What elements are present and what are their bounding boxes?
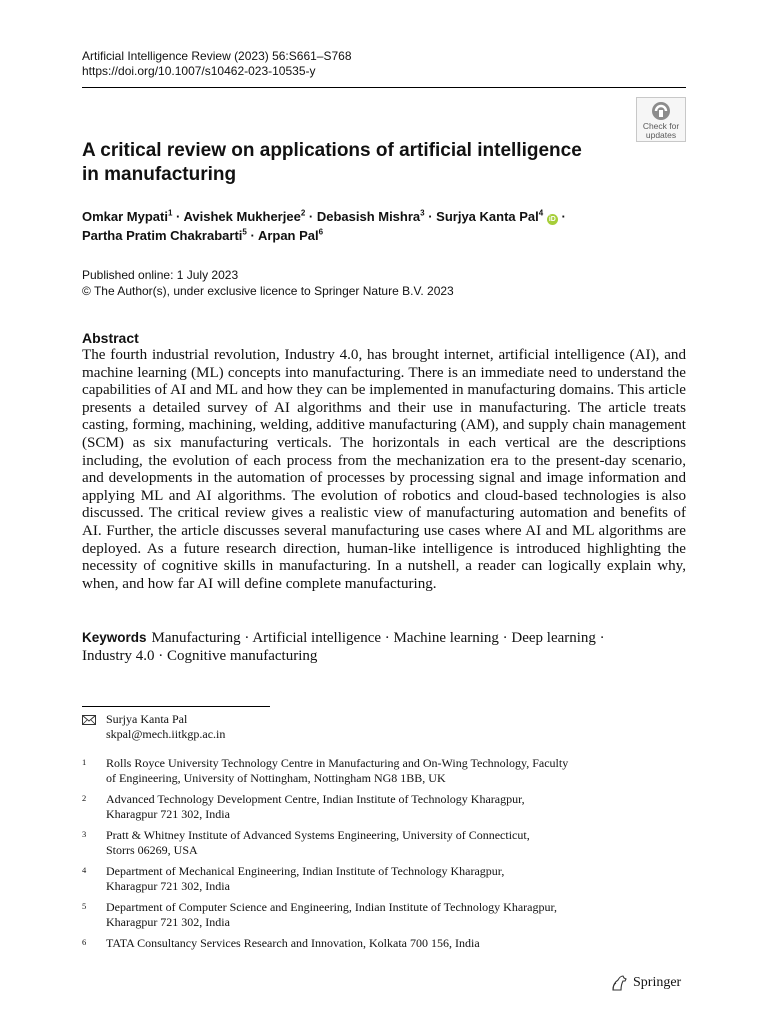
check-updates-line2: updates (645, 130, 677, 140)
journal-citation: Artificial Intelligence Review (2023) 56:S661–S768 (82, 49, 352, 63)
corresponding-author-email[interactable]: skpal@mech.iitkgp.ac.in (106, 727, 226, 741)
springer-horse-icon (610, 975, 628, 991)
author[interactable]: Omkar Mypati$^1$ (82, 208, 173, 224)
author[interactable]: Avishek Mukherjee$^2$ (183, 208, 306, 224)
journal-header (82, 49, 352, 79)
check-for-updates-label (637, 122, 685, 140)
affiliation-line1: Department of Computer Science and Engineering, Indian Institute of Technology Kharagpur, (106, 900, 557, 914)
author[interactable]: Surjya Kanta Pal$^4$ (436, 208, 544, 224)
abstract-text: The fourth industrial revolution, Industry 4.0, has brought internet, artificial intelligence (AI), and machine learning (ML) concepts into manufacturing. There is an immediate need to understand the capabilities of AI and ML and how they can be implemented in manufacturing domains. This article presents a detailed survey of AI algorithms and their use in manufacturing. The article treats casting, forming, machining, welding, additive manufacturing (AM), and supply chain management (SCM) as six manufacturing verticals. The horizontals in each vertical are the descriptions including, the evolution of each process from the mechanization era to the present-day scenario, and developments in the automation of processes by processing signal and image information and applying ML and AI algorithms. The evolution of robotics and cloud-based technologies is also discussed. The critical review gives a realistic view of manufacturing automation and benefits of AI. Further, the article discusses several manufacturing use cases where AI and ML algorithms are deployed. As a future research direction, human-like intelligence is introduced highlighting the necessity of cognitive skills in manufacturing. In a nutshell, a reader can logically explain why, when, and how far AI will define complete manufacturing. (82, 347, 686, 592)
title-line2: in manufacturing (82, 164, 237, 185)
paper-title (82, 139, 622, 187)
doi-link[interactable]: https://doi.org/10.1007/s10462-023-10535-y (82, 64, 316, 78)
affiliation-number: 6 (82, 937, 87, 947)
title-line1: A critical review on applications of artificial intelligence (82, 140, 582, 161)
author-affiliation-mark: 3 (420, 208, 425, 218)
keywords-line2: Industry 4.0 · Cognitive manufacturing (82, 648, 318, 664)
check-updates-line1: Check for (642, 121, 680, 131)
orcid-icon[interactable]: iD (548, 216, 556, 223)
author-separator: · (246, 228, 258, 243)
header-divider (82, 87, 686, 88)
author-list (82, 207, 672, 245)
author-affiliation-mark: 2 (300, 208, 306, 218)
affiliation-number: 4 (82, 865, 87, 875)
affiliation-line1: Advanced Technology Development Centre, Indian Institute of Technology Kharagpur, (106, 792, 525, 806)
affiliation-number: 5 (82, 901, 87, 911)
affiliation-number: 2 (82, 793, 87, 803)
affiliation-line2: Kharagpur 721 302, India (106, 915, 230, 929)
author-separator: · (305, 209, 317, 224)
keywords-label: Keywords (82, 630, 147, 645)
affiliation-number: 3 (82, 829, 87, 839)
affiliation-line2: of Engineering, University of Nottingham, Nottingham NG8 1BB, UK (106, 771, 446, 785)
footnote-divider (82, 706, 270, 707)
published-date: Published online: 1 July 2023 (82, 268, 239, 282)
publisher-name: Springer (633, 975, 682, 990)
author-affiliation-mark: 4 (538, 208, 544, 218)
author-separator: · (557, 209, 566, 224)
affiliation-line2: Kharagpur 721 302, India (106, 807, 230, 821)
author[interactable]: Partha Pratim Chakrabarti$^5$ (82, 227, 247, 243)
check-for-updates-icon (651, 101, 671, 121)
author-separator: · (172, 209, 184, 224)
keywords-line1: Manufacturing · Artificial intelligence · Machine learning · Deep learning · (151, 630, 605, 646)
affiliation-line2: Storrs 06269, USA (106, 843, 198, 857)
author-affiliation-mark: 6 (318, 227, 324, 237)
author[interactable]: Arpan Pal$^6$ (257, 227, 324, 243)
keywords-section (82, 629, 682, 665)
check-for-updates-badge[interactable] (636, 97, 686, 142)
affiliation-number: 1 (82, 757, 87, 767)
envelope-icon (82, 715, 96, 725)
publication-info (82, 267, 454, 299)
affiliation-line1: TATA Consultancy Services Research and Innovation, Kolkata 700 156, India (106, 936, 480, 950)
affiliation-line2: Kharagpur 721 302, India (106, 879, 230, 893)
author-separator: · (424, 209, 437, 224)
author[interactable]: Debasish Mishra$^3$ (316, 208, 425, 224)
corresponding-author-name: Surjya Kanta Pal (106, 712, 188, 726)
affiliation-line1: Pratt & Whitney Institute of Advanced Systems Engineering, University of Connecticut, (106, 828, 530, 842)
author-affiliation-mark: 5 (242, 227, 247, 237)
author-affiliation-mark: 1 (167, 208, 173, 218)
affiliation-line1: Rolls Royce University Technology Centre in Manufacturing and On-Wing Technology, Faculty (106, 756, 569, 770)
copyright-notice: © The Author(s), under exclusive licence to Springer Nature B.V. 2023 (82, 284, 454, 298)
abstract-heading: Abstract (82, 330, 139, 346)
affiliation-line1: Department of Mechanical Engineering, Indian Institute of Technology Kharagpur, (106, 864, 505, 878)
